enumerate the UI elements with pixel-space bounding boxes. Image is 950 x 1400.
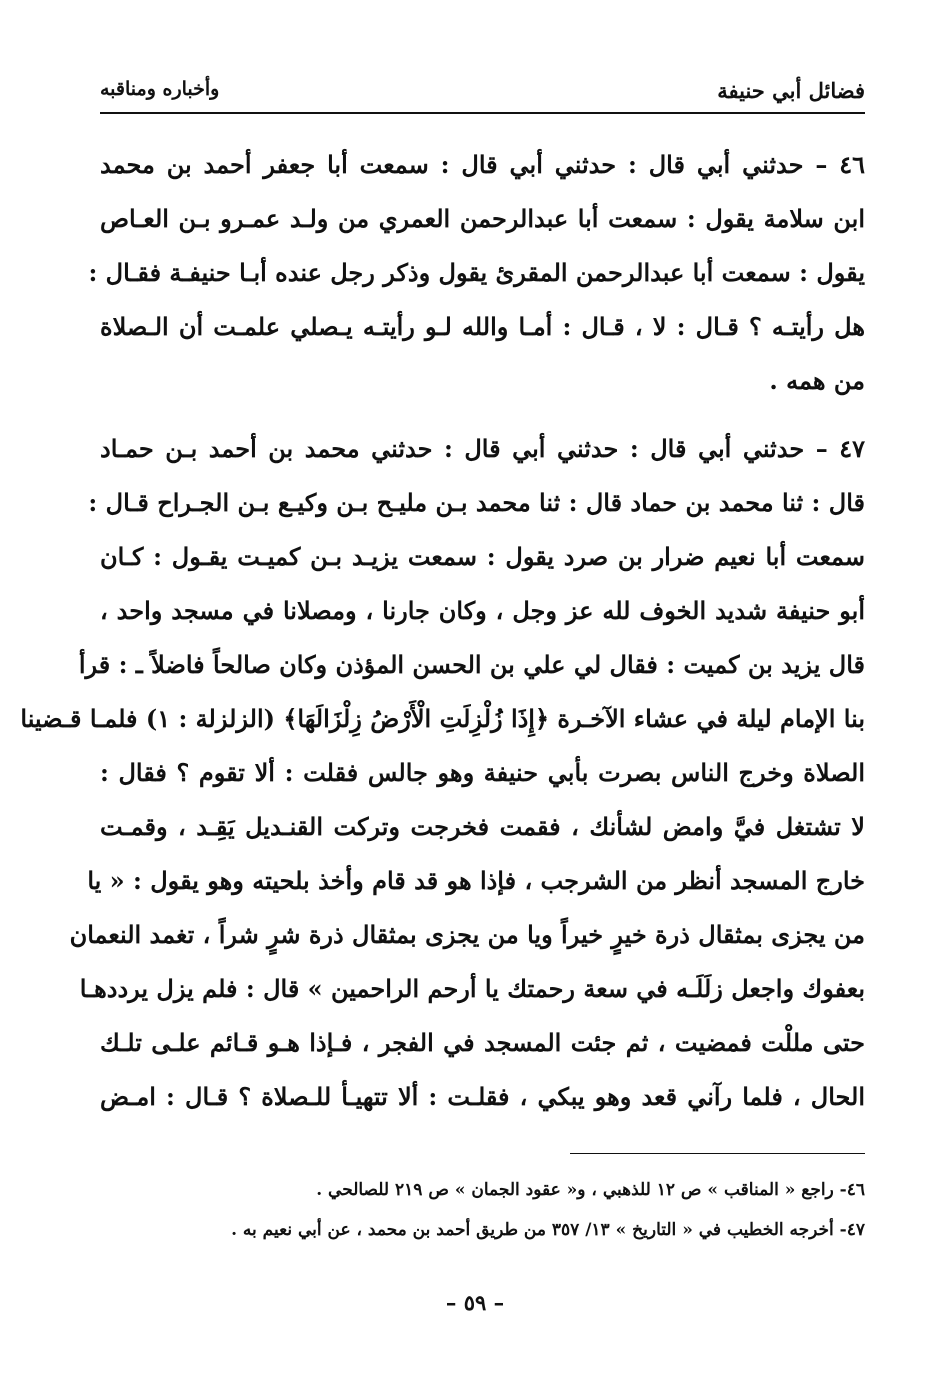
- text-line: حتى مللْت فمضيت ، ثم جئت المسجد في الفجر ، فـإذا هـو قـائم علـى تلـك: [100, 1028, 865, 1057]
- main-text: [20, 138, 865, 1138]
- text-line: قال يزيد بن كميت : فقال لي علي بن الحسن المؤذن وكان صالحاً فاضلاً ـ : قرأ: [78, 650, 865, 679]
- text-line: ٤٧ – حدثني أبي قال : حدثني أبي قال : حدثني محمد بن أحمد بـن حمـاد: [100, 434, 865, 463]
- text-line: من يجزى بمثقال ذرة خيرٍ خيراً ويا من يجزى بمثقال ذرة شرٍ شراً ، تغمد النعمان: [69, 920, 865, 949]
- text-line: من همه .: [769, 366, 865, 395]
- footnotes: [100, 1170, 865, 1250]
- header-book-title: فضائل أبي حنيفة: [717, 78, 865, 103]
- footnote-46: ٤٦- راجع « المناقب » ص ١٢ للذهبي ، و« عقود الجمان » ص ٢١٩ للصالحي .: [316, 1180, 865, 1200]
- header-divider: [100, 112, 865, 114]
- text-line: يقول : سمعت أبا عبدالرحمن المقرئ يقول وذكر رجل عنده أبـا حنيفـة فقـال :: [88, 258, 865, 287]
- text-line: لا تشتغل فيَّ وامض لشأنك ، فقمت فخرجت وتركت القنـديل يَقِـد ، وقمـت: [100, 812, 865, 841]
- running-header: [100, 70, 865, 110]
- text-line: بنا الإمام ليلة في عشاء الآخـرة ﴿إِذَا زُلْزِلَتِ الْأَرْضُ زِلْزَالَهَا﴾ (الزلزلة : ١) فلمـا قـضينا: [20, 704, 865, 733]
- text-line: الصلاة وخرج الناس بصرت بأبي حنيفة وهو جالس فقلت : ألا تقوم ؟ فقال :: [100, 758, 865, 787]
- text-line: قال : ثنا محمد بن حماد قال : ثنا محمد بـن مليـح بـن وكيـع بـن الجـراح قـال :: [88, 488, 865, 517]
- paragraph-46: [88, 138, 865, 408]
- paragraph-47: [20, 422, 865, 1124]
- text-line: هل رأيتـه ؟ قـال : لا ، قـال : أمـا والله لـو رأيتـه يـصلي علمـت أن الـصلاة: [100, 312, 865, 341]
- text-line: بعفوك واجعل زلَلَـه في سعة رحمتك يا أرحم الراحمين » قال : فلم يزل يرددهـا: [79, 974, 865, 1003]
- text-line: الحال ، فلما رآني قعد وهو يبكي ، فقلـت : ألا تتهيـأ للـصلاة ؟ قـال : امـض: [100, 1082, 865, 1111]
- header-book-subtitle: وأخباره ومناقبه: [100, 78, 220, 100]
- footnote-47: ٤٧- أخرجه الخطيب في « التاريخ » ١٣/ ٣٥٧ من طريق أحمد بن محمد ، عن أبي نعيم به .: [231, 1220, 865, 1240]
- footnote-divider: [570, 1153, 865, 1154]
- page-number: – ٥٩ –: [445, 1290, 505, 1315]
- text-line: ابن سلامة يقول : سمعت أبا عبدالرحمن العمري من ولـد عمـرو بـن العـاص: [100, 204, 865, 233]
- text-line: خارج المسجد أنظر من الشرجب ، فإذا هو قد قام وأخذ بلحيته وهو يقول : « يا: [87, 866, 865, 895]
- text-line: سمعت أبا نعيم ضرار بن صرد يقول : سمعت يزيـد بـن كميـت يقـول : كـان: [100, 542, 865, 571]
- text-line: ٤٦ – حدثني أبي قال : حدثني أبي قال : سمعت أبا جعفر أحمد بن محمد: [100, 150, 865, 179]
- text-line: أبو حنيفة شديد الخوف لله عز وجل ، وكان جارنا ، ومصلانا في مسجد واحد ،: [100, 596, 865, 625]
